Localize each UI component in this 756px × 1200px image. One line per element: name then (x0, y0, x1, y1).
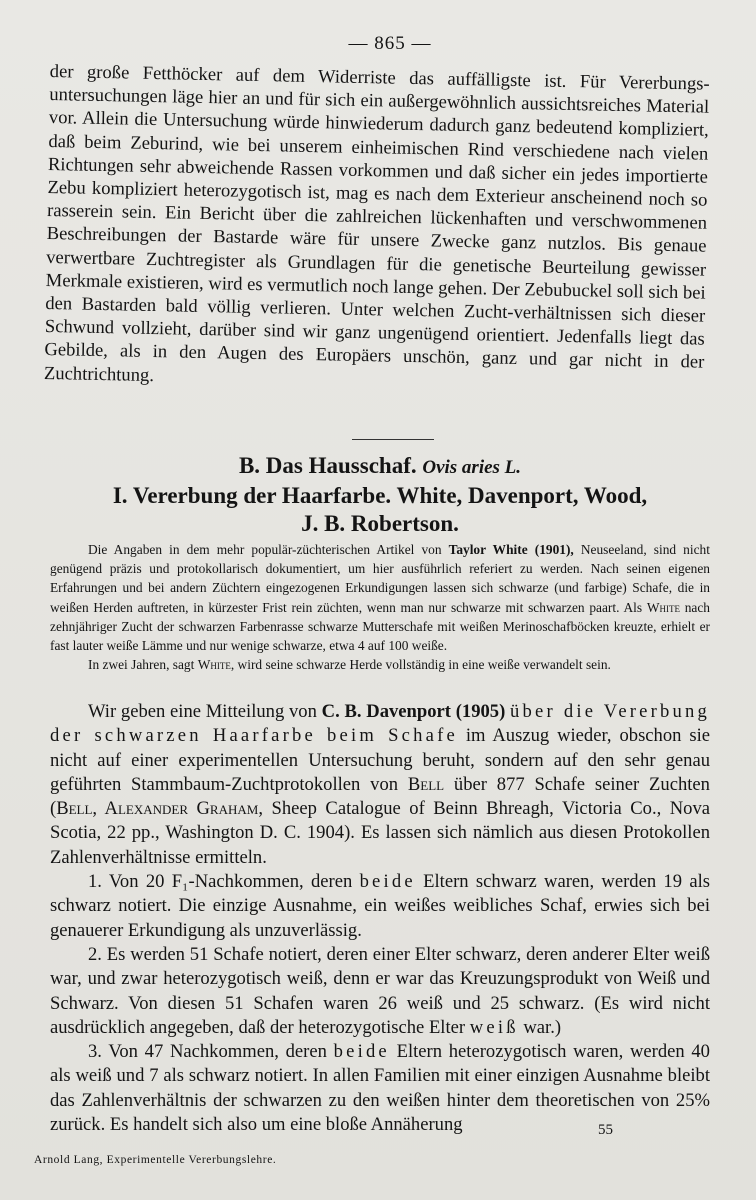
emphasized-text: über die Vererbung der schwarzen Haarfarbe beim Schafe (50, 701, 710, 747)
main-paragraph-3 (50, 943, 710, 1040)
heading-title: B. Das Hausschaf. (238, 453, 417, 478)
section-heading (50, 452, 710, 538)
body-text: Wir geben eine Mitteilung von (88, 701, 317, 722)
small-text: Die Angaben in dem mehr populär-züchterischen Artikel von (88, 542, 442, 557)
small-text: nach zehnjähriger Zucht der schwarzen Farbenrasse schwarze Mutterschafe mit weißen Merinoschafböcken kreuzte, erhielt er fast lauter weiße Lämme und nur wenige schwarze, etwa 4 auf 100 weiße. (50, 599, 710, 654)
author-name: Bell, Alexander Graham, (56, 798, 263, 820)
author-citation: C. B. Davenport (1905) (321, 701, 506, 722)
main-paragraph-2 (50, 870, 710, 943)
small-print-section (50, 540, 710, 674)
body-paragraph-zebu: der große Fetthöcker auf dem Widerriste das auffälligste ist. Für Vererbungs-untersuchungen läge hier an und für sich ein außergewöhnlich aussichtsreiches Material vor. Allein die Untersuchung würde hinwiederum dadurch ganz bedeutend kompliziert, daß beim Zeburind, wie bei unserem einheimischen Rind verschiedene nach vielen Richtungen sehr abweichende Rassen vorkommen und daß sicher ein jedes importierte Zebu kompliziert heterozygotisch ist, mag es nach dem Exterieur anscheinend noch so rasserein sein. Ein Bericht über die zahlreichen lückenhaften und verschwommenen Beschreibungen der Bastarde wäre für unsere Zwecke ganz nutzlos. Bis genaue verwertbare Zuchtregister als Grundlagen für die genetische Beurteilung gewisser Merkmale existieren, wird es vermutlich noch lange gehen. Der Zebubuckel soll sich bei den Bastarden bald völlig verlieren. Unter welchen Zucht-verhältnissen sich dieser Schwund vollzieht, darüber sind wir ganz ungenügend orientiert. Jedenfalls liegt das Gebilde, als in den Augen des Europäers unschön, ganz und gar nicht in der Zuchtrichtung. (43, 60, 710, 386)
body-text: 2. Es werden 51 Schafe notiert, deren einer Elter schwarz, deren anderer Elter weiß war, und zwar heterozygotisch weiß, denn er war das Kreuzungsprodukt von Weiß und Schwarz. Von diesen 51 Schafen waren 26 weiß und 25 schwarz. (Es wird nicht ausdrücklich angegeben, daß der heterozygotische Elter (50, 943, 710, 1038)
small-text: Neuseeland, sind nicht genügend präzis und protokollarisch dokumentiert, um hier ausführlich referiert zu werden. Nach seinen eigenen Erfahrungen und bei andern Züchtern eingezogenen Erkundigungen lassen sich schwarze (und farbige) Schafe, die in weißen Herden auftreten, in kürzester Frist rein züchten, wenn man nur schwarze mit schwarzen paart. Als (50, 542, 710, 615)
emphasized-text: beide (333, 1041, 390, 1063)
main-text-section (50, 700, 710, 1137)
body-text: Eltern heterozygotisch waren, werden 40 als weiß und 7 als schwarz notiert. In allen Familien mit einer einzigen Ausnahme bleibt das Zahlenverhältnis der schwarzen zu den weißen hinter dem theoretischen von 25% zurück. Es handelt sich also um eine bloße Annäherung (50, 1041, 710, 1136)
section-divider (352, 439, 434, 440)
heading-line-1 (50, 452, 710, 482)
heading-species: Ovis aries L. (422, 457, 522, 478)
small-paragraph-2 (50, 655, 710, 674)
page-number: — 865 — (348, 33, 432, 54)
small-text: wird seine schwarze Herde vollständig in eine weiße verwandelt sein. (237, 657, 611, 673)
emphasized-text: weiß (469, 1016, 519, 1038)
body-text: war.) (523, 1016, 562, 1038)
body-text: 3. Von 47 Nachkommen, deren (88, 1041, 327, 1063)
heading-line-2: I. Vererbung der Haarfarbe. White, Davenport, Wood, (112, 483, 648, 508)
body-text: Eltern schwarz waren, werden 19 als schwarz notiert. Die einzige Ausnahme, ein weißes weibliches Schaf, erwies sich bei genauerer Erkundigung als unzuverlässig. (50, 871, 710, 941)
author-name: Bell (407, 773, 445, 795)
heading-line-3: J. B. Robertson. (301, 511, 459, 536)
author-name: White (646, 599, 680, 615)
small-text: In zwei Jahren, sagt (88, 657, 195, 673)
body-text: im Auszug wieder, obschon sie nicht auf einer experimentellen Untersuchung beruht, sondern auf den sehr genau geführten Stammbaum-Zuchtprotokollen von (50, 725, 711, 795)
emphasized-text: beide (359, 871, 416, 893)
body-text: über 877 Schafe seiner Zuchten ( (50, 773, 710, 820)
main-paragraph-1 (50, 700, 710, 870)
small-paragraph-1 (50, 540, 710, 655)
page-footer: Arnold Lang, Experimentelle Vererbungslehre. (34, 1154, 277, 1166)
body-text: 1. Von 20 F₁-Nachkommen, deren (88, 871, 353, 893)
author-name: White, (197, 657, 235, 673)
author-citation: Taylor White (1901), (448, 542, 574, 557)
signature-mark: 55 (598, 1122, 613, 1138)
body-text: Sheep Catalogue of Beinn Bhreagh, Victoria Co., Nova Scotia, 22 pp., Washington D. C. 1904). Es lassen sich nämlich aus diesen Protokollen Zahlenverhältnisse ermitteln. (50, 798, 711, 868)
